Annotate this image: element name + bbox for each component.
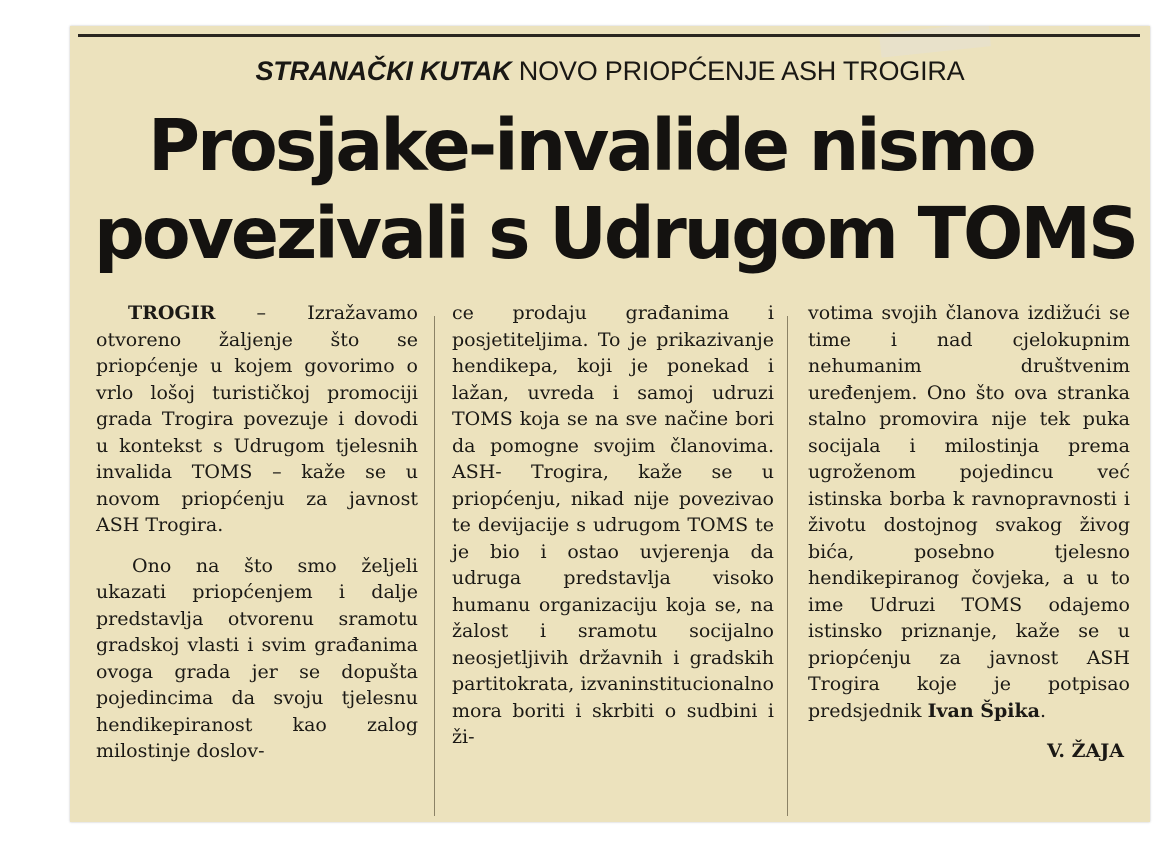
article-column-2	[452, 300, 774, 751]
tape-mark	[879, 26, 991, 58]
article-byline: V. ŽAJA	[1047, 740, 1124, 762]
paragraph-4-text: votima svojih članova izdižući se time i nad cjelokupnim nehumanim društvenim uređenjem. Ono što ova stranka stalno promovira nije tek puka socijala i milostinja prema ugroženom pojedincu već istinska borba k ravnopravnosti i životu dostojnog svakog živog bića, posebno tjelesno hendikepiranog čovjeka, a u to ime Udruzi TOMS odajemo istinsko priznanje, kaže se u priopćenju za javnost ASH Trogira koje je potpisao predsjednik	[808, 302, 1130, 722]
article-column-1	[96, 300, 418, 765]
signatory-name: Ivan Špika	[927, 699, 1040, 722]
kicker-section: STRANAČKI KUTAK	[255, 56, 512, 86]
newspaper-clipping	[70, 26, 1150, 822]
article-paragraph-2: Ono na što smo željeli ukazati priopćenjem i dalje predstavlja otvorenu sramotu gradskoj vlasti i svim građanima ovoga grada jer se dopušta pojedincima da svoju tjelesnu hendikepiranost kao zalog milostinje doslov-	[96, 554, 418, 762]
top-rule	[78, 34, 1140, 37]
article-column-3	[808, 300, 1130, 765]
column-divider-2	[787, 316, 788, 816]
paragraph-4-end: .	[1039, 699, 1046, 722]
dateline: TROGIR	[128, 302, 216, 324]
kicker-subtitle: NOVO PRIOPĆENJE ASH TROGIRA	[511, 56, 965, 86]
article-paragraph-1	[96, 300, 418, 539]
headline-line-2: povezivali s Udrugom TOMS	[94, 192, 1137, 275]
headline-line-1: Prosjake-invalide nismo	[148, 104, 1034, 187]
article-paragraph-3: ce prodaju građanima i posjetiteljima. To je prikazivanje hendikepa, koji je ponekad i lažan, uvreda i samoj udruzi TOMS koja se na sve načine bori da pomogne svojim članovima. ASH- Trogira, kaže se u priopćenju, nikad nije povezivao te devijacije s udrugom TOMS te je bio i ostao uvjerenja da udruga predstavlja visoko humanu organizaciju koja se, na žalost i sramotu socijalno neosjetljivih državnih i gradskih partitokrata, izvaninstitucionalno mora boriti i skrbiti o sudbini i ži-	[452, 302, 774, 748]
article-paragraph-4	[808, 300, 1130, 724]
column-divider-1	[434, 316, 435, 816]
article-headline	[78, 102, 1142, 278]
paragraph-1-text: – Izražavamo otvoreno žaljenje što se priopćenje u kojem govorimo o vrlo lošoj turističkoj promociji grada Trogira povezuje i dovodi u kontekst s Udrugom tjelesnih invalida TOMS – kaže se u novom priopćenju za javnost ASH Trogira.	[96, 302, 418, 536]
article-kicker	[70, 56, 1150, 87]
